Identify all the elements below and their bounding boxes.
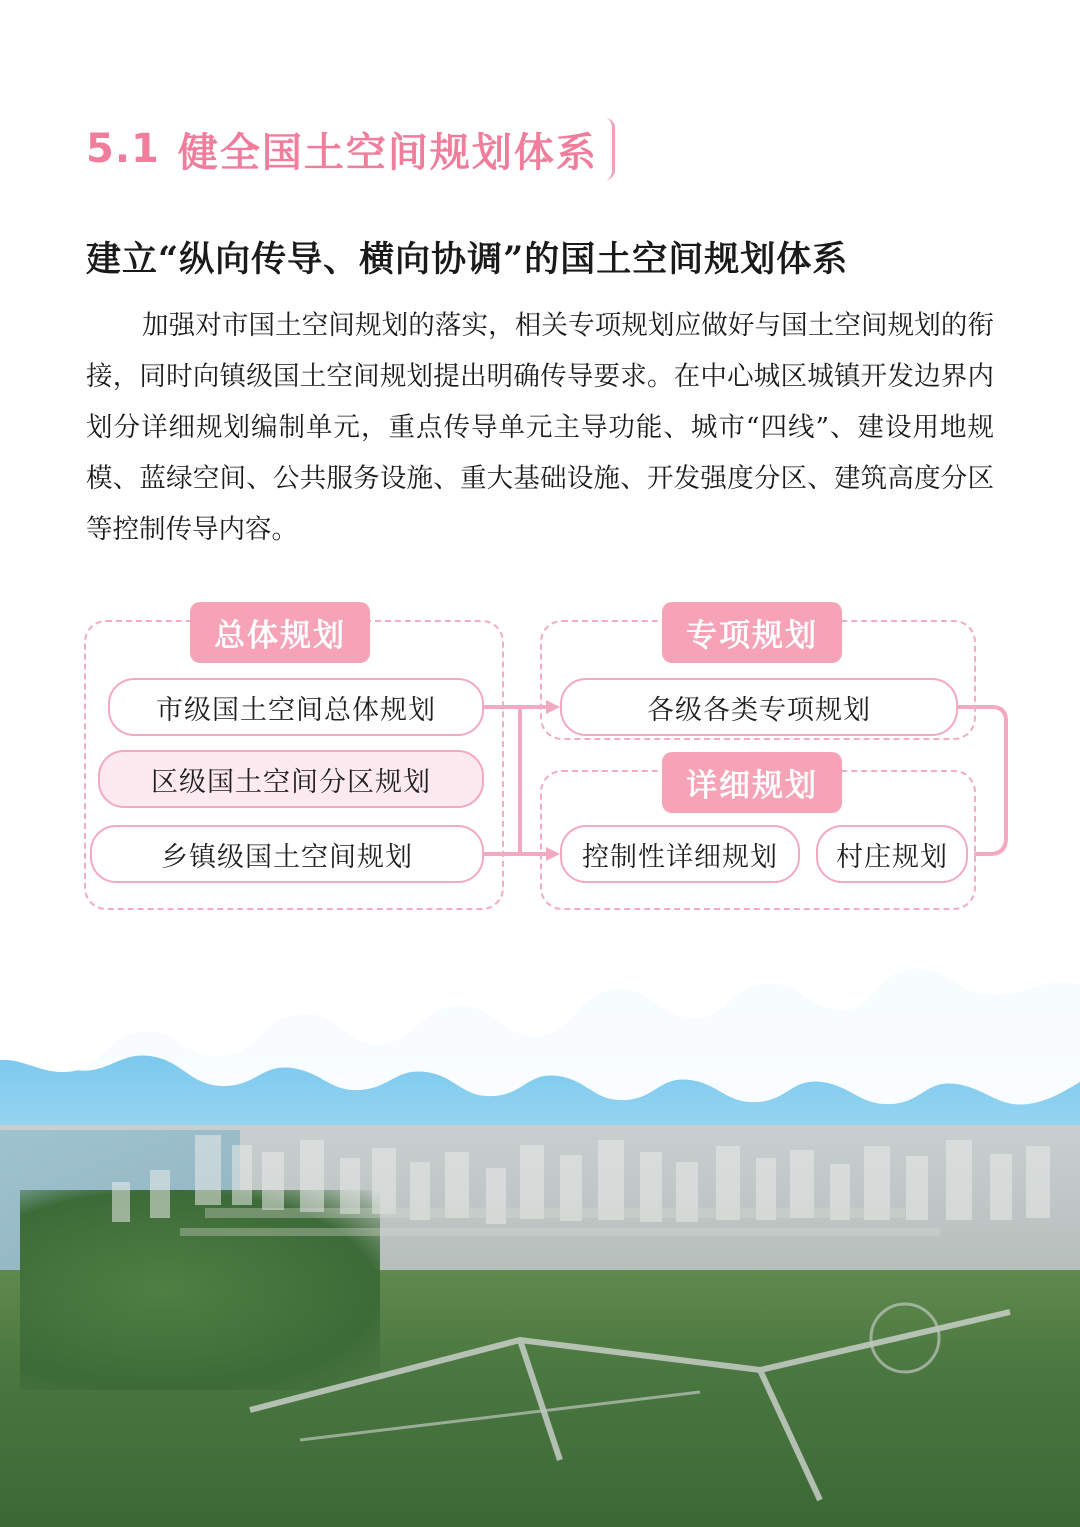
section-number: 5.1 bbox=[86, 126, 160, 172]
page-section-heading bbox=[86, 118, 615, 180]
section-title: 健全国土空间规划体系 bbox=[177, 129, 598, 176]
body-paragraph: 加强对市国土空间规划的落实，相关专项规划应做好与国土空间规划的衔接，同时向镇级国土空间规划提出明确传导要求。在中心城区城镇开发边界内划分详细规划编制单元，重点传导单元主导功能、城市“四线”、建设用地规模、蓝绿空间、公共服务设施、重大基础设施、开发强度分区、建筑高度分区等控制传导内容。 bbox=[86, 310, 994, 545]
group-label-overall: 总体规划 bbox=[190, 602, 370, 663]
node-district-zoning-plan: 区级国土空间分区规划 bbox=[98, 750, 484, 808]
sub-heading: 建立“纵向传导、横向协调”的国土空间规划体系 bbox=[86, 239, 849, 280]
node-township-plan: 乡镇级国土空间规划 bbox=[90, 825, 484, 883]
group-label-special: 专项规划 bbox=[662, 602, 842, 663]
aerial-city-photo bbox=[0, 940, 1080, 1527]
node-special-plans: 各级各类专项规划 bbox=[560, 678, 958, 736]
planning-system-diagram bbox=[0, 580, 1080, 940]
node-village-plan: 村庄规划 bbox=[816, 825, 968, 883]
group-label-detail: 详细规划 bbox=[662, 752, 842, 813]
node-city-master-plan: 市级国土空间总体规划 bbox=[108, 678, 484, 736]
node-regulatory-detailed-plan: 控制性详细规划 bbox=[560, 825, 800, 883]
photo-cloud-mask bbox=[0, 940, 1080, 1240]
